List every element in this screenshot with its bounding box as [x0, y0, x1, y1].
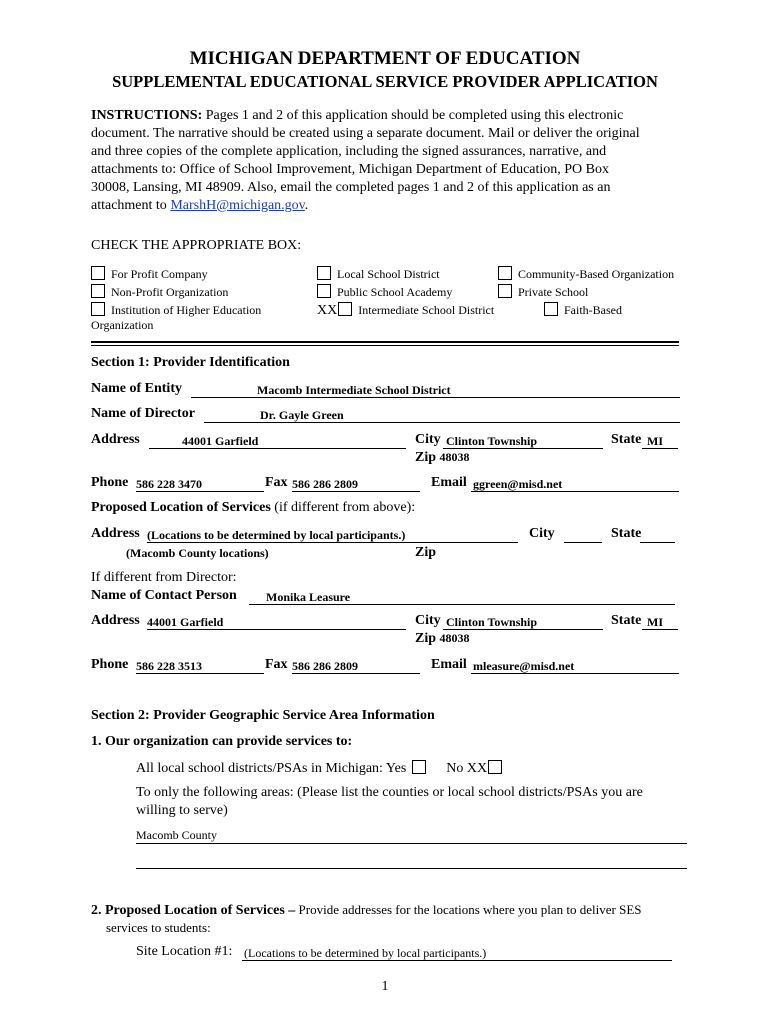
divider-bottom: [91, 345, 679, 346]
checkbox-square[interactable]: [91, 302, 105, 316]
instructions-line-5: 30008, Lansing, MI 48909. Also, email the completed pages 1 and 2 of this application as an: [91, 180, 611, 195]
checkbox-square[interactable]: [91, 284, 105, 298]
site-location-field[interactable]: (Locations to be determined by local participants.): [244, 946, 487, 960]
checkbox-higher-ed[interactable]: Institution of Higher Education: [91, 302, 261, 318]
instructions-line-3: and three copies of the complete application, including the signed assurances, narrative, and: [91, 144, 607, 159]
email-link[interactable]: MarshH@michigan.gov: [170, 198, 305, 213]
area-underline-2: [136, 868, 687, 869]
p-state-underline: [640, 542, 675, 543]
p-address-field[interactable]: (Locations to be determined by local participants.): [147, 528, 406, 542]
p-city-label: City: [529, 526, 555, 541]
q2-line-1: 2. Proposed Location of Services – Provide addresses for the locations where you plan to deliver SES: [91, 902, 642, 918]
proposed-location-line: Proposed Location of Services (if different from above):: [91, 500, 416, 515]
state-field[interactable]: MI: [647, 434, 663, 448]
check-box-heading: CHECK THE APPROPRIATE BOX:: [91, 238, 302, 253]
checkbox-square[interactable]: [544, 302, 558, 316]
page-title: MICHIGAN DEPARTMENT OF EDUCATION: [189, 48, 581, 69]
checkbox-non-profit[interactable]: Non-Profit Organization: [91, 284, 228, 300]
checkbox-private[interactable]: Private School: [498, 284, 588, 300]
section2-title: Section 2: Provider Geographic Service Area Information: [91, 708, 435, 723]
q1-heading: 1. Our organization can provide services to:: [91, 734, 353, 749]
instructions-line-1: INSTRUCTIONS: Pages 1 and 2 of this application should be completed using this electronic: [91, 108, 624, 123]
area-underline-1: [136, 843, 687, 844]
site-location-label: Site Location #1:: [136, 944, 233, 959]
phone-field[interactable]: 586 228 3470: [136, 477, 202, 491]
c-fax-field[interactable]: 586 286 2809: [292, 659, 358, 673]
proposed-location-label: Proposed Location of Services: [91, 500, 271, 515]
director-label: Name of Director: [91, 406, 195, 421]
fax-label: Fax: [265, 475, 288, 490]
q2-line-2: services to students:: [106, 920, 211, 935]
contact-label: Name of Contact Person: [91, 588, 237, 603]
phone-label: Phone: [91, 475, 129, 490]
c-phone-field[interactable]: 586 228 3513: [136, 659, 202, 673]
c-address-field[interactable]: 44001 Garfield: [147, 615, 224, 629]
checkbox-for-profit[interactable]: For Profit Company: [91, 266, 208, 282]
state-label: State: [611, 432, 642, 447]
email-field[interactable]: ggreen@misd.net: [473, 477, 563, 491]
c-zip-field[interactable]: 48038: [439, 631, 470, 645]
c-address-label: Address: [91, 613, 140, 628]
checkbox-square[interactable]: [338, 302, 352, 316]
instructions-label: INSTRUCTIONS:: [91, 108, 203, 123]
entity-label: Name of Entity: [91, 381, 182, 396]
instructions-line-6: attachment to MarshH@michigan.gov.: [91, 198, 309, 213]
yes-checkbox[interactable]: [412, 760, 426, 774]
page-number: 1: [381, 979, 389, 994]
instructions-line-2: document. The narrative should be created using a separate document. Mail or deliver the original: [91, 126, 640, 141]
c-zip-label: Zip: [415, 631, 437, 646]
section1-title: Section 1: Provider Identification: [91, 355, 290, 370]
checkbox-local-district[interactable]: Local School District: [317, 266, 440, 282]
address-field[interactable]: 44001 Garfield: [182, 434, 259, 448]
c-state-field[interactable]: MI: [647, 615, 663, 629]
zip-line: [415, 450, 470, 466]
p-city-underline: [564, 542, 602, 543]
checkbox-square[interactable]: [498, 284, 512, 298]
only-areas-line-2: willing to serve): [136, 803, 228, 818]
c-zip-line: [415, 631, 470, 647]
city-field[interactable]: Clinton Township: [446, 434, 538, 448]
p-address-field-2[interactable]: (Macomb County locations): [126, 546, 269, 560]
c-city-field[interactable]: Clinton Township: [446, 615, 538, 629]
checkbox-square[interactable]: [91, 266, 105, 280]
address-label: Address: [91, 432, 140, 447]
zip-field[interactable]: 48038: [439, 450, 470, 464]
c-state-label: State: [611, 613, 642, 628]
isd-mark: XX: [317, 303, 338, 318]
c-fax-label: Fax: [265, 657, 288, 672]
checkbox-faith[interactable]: Faith-Based: [544, 302, 622, 318]
city-label: City: [415, 432, 441, 447]
if-different-note: If different from Director:: [91, 570, 237, 585]
c-email-field[interactable]: mleasure@misd.net: [473, 659, 575, 673]
contact-field[interactable]: Monika Leasure: [266, 590, 351, 604]
instructions-line-4: attachments to: Office of School Improvement, Michigan Department of Education, PO Box: [91, 162, 610, 177]
p-zip-label: Zip: [415, 545, 437, 560]
email-label: Email: [431, 475, 467, 490]
entity-field[interactable]: Macomb Intermediate School District: [257, 383, 451, 397]
fax-field[interactable]: 586 286 2809: [292, 477, 358, 491]
checkbox-square[interactable]: [317, 284, 331, 298]
zip-label: Zip: [415, 450, 437, 465]
page-subtitle: SUPPLEMENTAL EDUCATIONAL SERVICE PROVIDER APPLICATION: [112, 72, 658, 91]
all-districts-line: All local school districts/PSAs in Michigan: Yes No XX: [136, 760, 508, 777]
only-areas-line-1: To only the following areas: (Please list the counties or local school districts/PSAs you are: [136, 785, 643, 800]
checkbox-psa[interactable]: Public School Academy: [317, 284, 452, 300]
higher-ed-continued: Organization: [91, 318, 154, 332]
checkbox-isd[interactable]: XX Intermediate School District: [317, 303, 495, 318]
divider-top: [91, 341, 679, 343]
c-email-label: Email: [431, 657, 467, 672]
checkbox-square[interactable]: [317, 266, 331, 280]
c-city-label: City: [415, 613, 441, 628]
no-checkbox[interactable]: [488, 760, 502, 774]
p-address-label: Address: [91, 526, 140, 541]
checkbox-square[interactable]: [498, 266, 512, 280]
c-phone-label: Phone: [91, 657, 129, 672]
director-field[interactable]: Dr. Gayle Green: [260, 408, 344, 422]
q2-label: 2. Proposed Location of Services –: [91, 903, 296, 918]
p-state-label: State: [611, 526, 642, 541]
checkbox-community[interactable]: Community-Based Organization: [498, 266, 674, 282]
area-field[interactable]: Macomb County: [136, 828, 217, 842]
